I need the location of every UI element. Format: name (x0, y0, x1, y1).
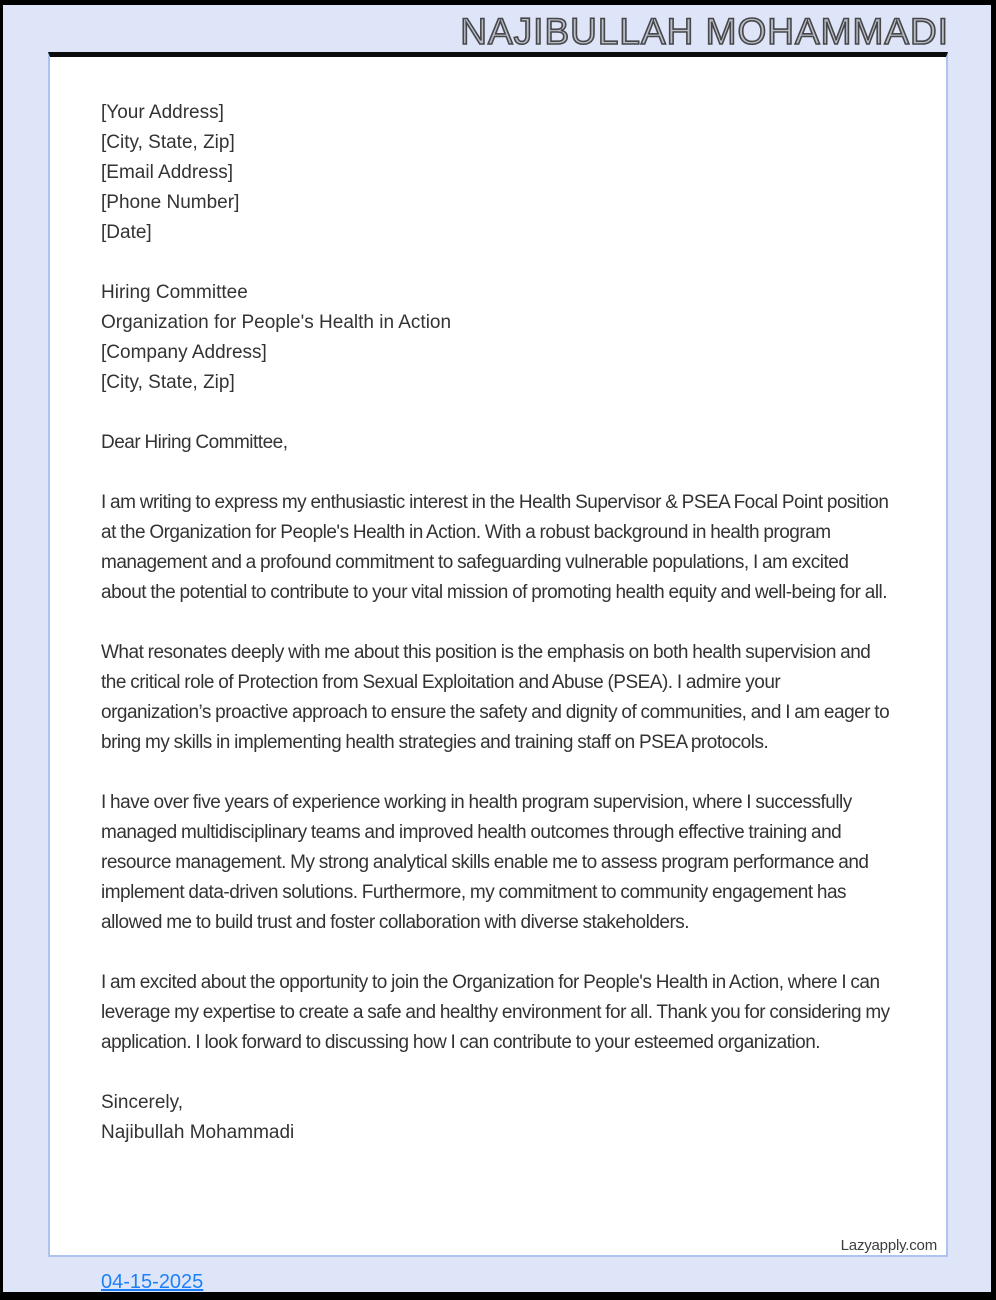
body-paragraph-4: I am excited about the opportunity to join the Organization for People's Health in Action, where I can leverage my expertise to create a safe and healthy environment for all. Thank you for considering my application. I look forward to discussing how I can contribute to your esteemed organization. (101, 972, 890, 1053)
recipient-line: Hiring Committee (101, 282, 248, 303)
body-paragraph-3: I have over five years of experience working in health program supervision, where I successfully managed multidisciplinary teams and improved health outcomes through effective training and resource management. My strong analytical skills enable me to assess program performance and implement data-driven solutions. Furthermore, my commitment to community engagement has allowed me to build trust and foster collaboration with diverse stakeholders. (101, 792, 869, 933)
sender-address-line: [City, State, Zip] (101, 132, 235, 153)
date-link[interactable]: 04-15-2025 (101, 1271, 204, 1292)
lazyapply-watermark: Lazyapply.com (840, 1237, 937, 1254)
body-paragraph-1: I am writing to express my enthusiastic interest in the Health Supervisor & PSEA Focal Point position at the Organization for People's Health in Action. With a robust background in health program management and a profound commitment to safeguarding vulnerable populations, I am excited about the potential to contribute to your vital mission of promoting health equity and well-being for all. (101, 492, 889, 603)
recipient-line: [City, State, Zip] (101, 372, 235, 393)
sender-address-line: [Your Address] (101, 102, 224, 123)
valediction: Sincerely, (101, 1092, 184, 1113)
footer-date-row (101, 1271, 991, 1292)
candidate-name-heading: NAJIBULLAH MOHAMMADI (460, 11, 949, 52)
sender-address-block (101, 98, 892, 248)
closing-block (101, 1088, 892, 1148)
recipient-line: [Company Address] (101, 342, 267, 363)
sender-address-line: [Phone Number] (101, 192, 240, 213)
salutation: Dear Hiring Committee, (101, 432, 288, 453)
letter-document (48, 52, 948, 1257)
recipient-line: Organization for People's Health in Action (101, 312, 452, 333)
signature-name: Najibullah Mohammadi (101, 1122, 295, 1143)
letter-page (3, 5, 991, 1292)
sender-address-line: [Email Address] (101, 162, 233, 183)
recipient-address-block (101, 278, 892, 398)
body-paragraph-2: What resonates deeply with me about this position is the emphasis on both health supervision and the critical role of Protection from Sexual Exploitation and Abuse (PSEA). I admire your organization’s proactive approach to ensure the safety and dignity of communities, and I am eager to bring my skills in implementing health strategies and training staff on PSEA protocols. (101, 642, 890, 753)
sender-address-line: [Date] (101, 222, 152, 243)
letterhead (3, 5, 991, 52)
letter-content (50, 57, 946, 1148)
